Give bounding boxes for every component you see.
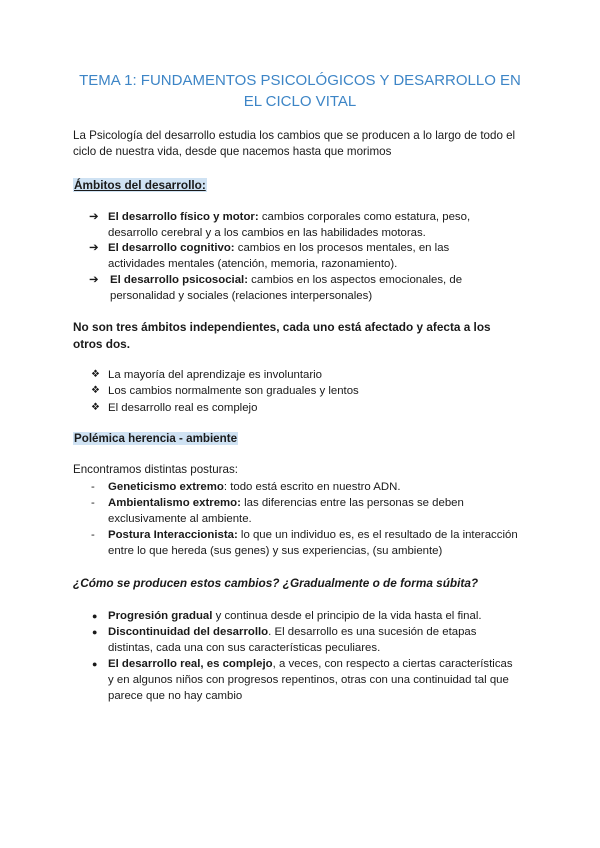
diamond-bullet-icon: ❖ <box>91 369 100 380</box>
bullet-icon: ● <box>92 627 98 637</box>
bullet-icon: ● <box>92 611 98 621</box>
ambito-fisico-text: cambios corporales como estatura, peso, desarrollo cerebral y a los cambios en las habilidades motoras. <box>108 211 471 239</box>
polemica-intro: Encontramos distintas posturas: <box>73 463 238 476</box>
list-item <box>108 527 528 559</box>
cambio-discontinuidad-text: . El desarrollo es una sucesión de etapas distintas, cada una con sus características peculiares. <box>108 626 477 654</box>
list-item <box>108 209 513 241</box>
cambio-complejo-text: , a veces, con respecto a ciertas características y en algunos niños con progresos repentinos, otras con una continuidad tal que parece que no hay cambio <box>108 658 513 702</box>
ambito-psicosocial-label: El desarrollo psicosocial: <box>110 274 249 286</box>
list-item <box>108 624 513 656</box>
postura-interaccionista-label: Postura Interaccionista: <box>108 529 238 541</box>
list-item <box>108 608 528 624</box>
arrow-icon: ➔ <box>89 211 99 223</box>
intro-paragraph: La Psicología del desarrollo estudia los cambios que se producen a lo largo de todo el ciclo de nuestra vida, desde que nacemos hasta que morimos <box>73 129 516 158</box>
title-line-1: TEMA 1: FUNDAMENTOS PSICOLÓGICOS Y DESARROLLO EN <box>79 72 521 89</box>
list-item <box>110 272 510 304</box>
cambio-gradual-label: Progresión gradual <box>108 610 213 622</box>
dash-bullet: - <box>91 497 95 509</box>
list-item <box>108 240 508 272</box>
postura-geneticismo-text: : todo está escrito en nuestro ADN. <box>223 481 401 493</box>
polemica-heading <box>73 431 238 447</box>
ambitos-heading <box>73 177 207 193</box>
polemica-heading-text: Polémica herencia - ambiente <box>74 432 238 445</box>
title-line-2: EL CICLO VITAL <box>243 93 357 110</box>
ambitos-heading-text: Ámbitos del desarrollo: <box>74 178 206 192</box>
list-item <box>108 479 508 495</box>
postura-geneticismo-label: Geneticismo extremo <box>108 481 224 493</box>
bullet-icon: ● <box>92 659 98 669</box>
arrow-icon: ➔ <box>89 274 99 286</box>
postura-ambientalismo-text: las diferencias entre las personas se deben exclusivamente al ambiente. <box>108 497 464 525</box>
cambio-complejo-label: El desarrollo real, es complejo <box>108 658 273 670</box>
document-title <box>60 70 540 112</box>
cambio-discontinuidad-label: Discontinuidad del desarrollo <box>108 626 269 638</box>
postura-interaccionista-text: lo que un individuo es, es el resultado de la interacción entre lo que hereda (sus genes) y sus experiencias, (su ambiente) <box>108 529 518 557</box>
independence-statement: No son tres ámbitos independientes, cada uno está afectado y afecta a los otros dos. <box>73 320 491 351</box>
list-item: El desarrollo real es complejo <box>108 402 258 414</box>
dash-bullet: - <box>91 529 95 541</box>
ambito-fisico-label: El desarrollo físico y motor: <box>108 211 259 223</box>
list-item: Los cambios normalmente son graduales y lentos <box>108 385 359 397</box>
diamond-bullet-icon: ❖ <box>91 385 100 396</box>
changes-question: ¿Cómo se producen estos cambios? ¿Gradualmente o de forma súbita? <box>73 576 479 590</box>
list-item <box>108 656 518 704</box>
list-item <box>108 495 508 527</box>
ambito-psicosocial-text: cambios en los aspectos emocionales, de personalidad y sociales (relaciones interpersonales) <box>110 274 463 302</box>
ambito-cognitivo-label: El desarrollo cognitivo: <box>108 242 235 254</box>
postura-ambientalismo-label: Ambientalismo extremo: <box>108 497 241 509</box>
list-item: La mayoría del aprendizaje es involuntario <box>108 369 323 381</box>
arrow-icon: ➔ <box>89 242 99 254</box>
dash-bullet: - <box>91 481 95 493</box>
ambito-cognitivo-text: cambios en los procesos mentales, en las actividades mentales (atención, memoria, razonamiento). <box>108 242 450 270</box>
diamond-bullet-icon: ❖ <box>91 402 100 413</box>
cambio-gradual-text: y continua desde el principio de la vida hasta el final. <box>212 610 482 622</box>
